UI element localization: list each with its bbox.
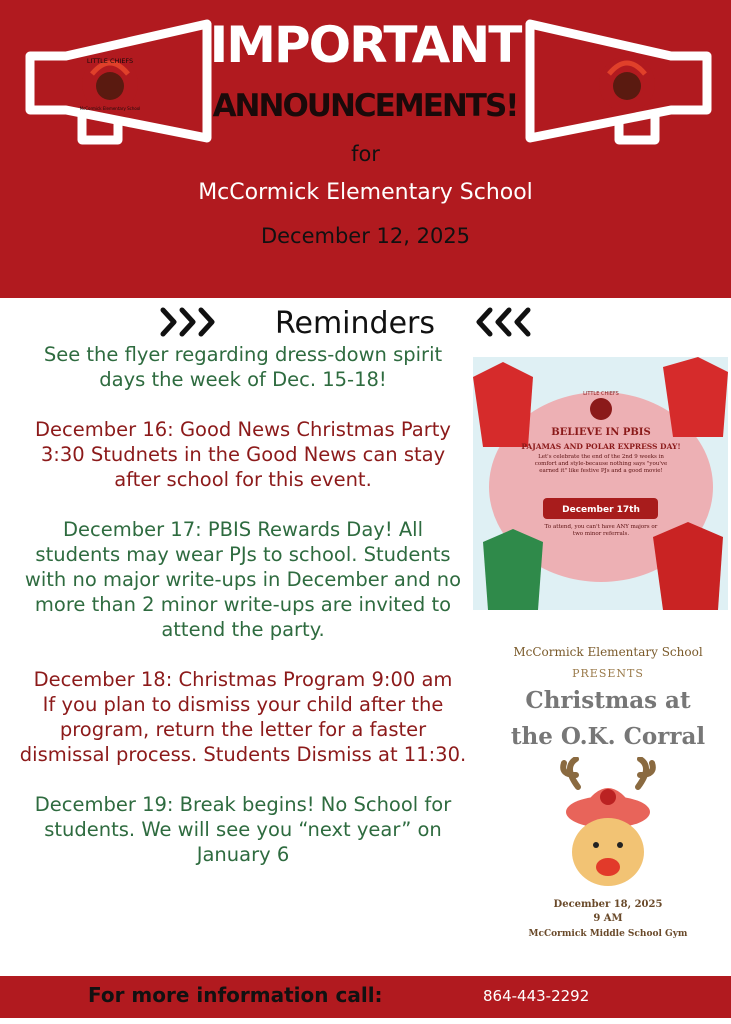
chevrons-left-icon bbox=[472, 304, 534, 340]
flyer-presents: PRESENTS bbox=[572, 667, 644, 680]
pajama-icon bbox=[653, 522, 723, 610]
pajama-icon bbox=[663, 357, 728, 437]
footer-banner bbox=[0, 976, 731, 1018]
reminders-title: Reminders bbox=[275, 306, 435, 341]
chevrons-right-icon bbox=[158, 304, 220, 340]
flyer-time: 9 AM bbox=[593, 913, 623, 924]
reminder-spirit-days: See the flyer regarding dress-down spirit days the week of Dec. 15-18! bbox=[43, 343, 443, 391]
svg-text:PAJAMAS AND POLAR EXPRESS DAY!: PAJAMAS AND POLAR EXPRESS DAY! bbox=[521, 442, 681, 451]
school-name: McCormick Elementary School bbox=[198, 180, 533, 205]
pbis-pajama-flyer: LITTLE CHIEFS BELIEVE IN PBIS PAJAMAS AND POLAR EXPRESS DAY! Let's celebrate the end of the 2nd 9 weeks in comfort and style-because nothing says "you've earned it" like festive PJs and a good movie! December 17th To attend, you can't have ANY majors or two minor referrals. bbox=[473, 357, 728, 610]
reminder-pbis-day: December 17: PBIS Rewards Day! All students may wear PJs to school. Students with no major write-ups in December and no more than 2 minor write-ups are invited to attend the party. bbox=[24, 518, 462, 641]
little-chiefs-logo bbox=[80, 56, 141, 112]
title-important: IMPORTANT bbox=[209, 16, 521, 74]
little-chiefs-logo-right bbox=[599, 56, 655, 112]
flyer-title-line2: the O.K. Corral bbox=[510, 723, 706, 750]
svg-text:BELIEVE IN PBIS: BELIEVE IN PBIS bbox=[551, 427, 651, 438]
svg-text:December 17th: December 17th bbox=[562, 505, 640, 515]
flyer-school-name: McCormick Elementary School bbox=[513, 645, 703, 659]
flyer-title-line1: Christmas at bbox=[525, 687, 691, 714]
pajama-icon bbox=[473, 362, 533, 447]
sweater-icon bbox=[483, 529, 543, 610]
reminder-christmas-program: December 18: Christmas Program 9:00 am bbox=[33, 668, 453, 691]
reminder-dismissal: If you plan to dismiss your child after the program, return the letter for a faster dismissal process. Students Dismiss at 11:30. bbox=[19, 693, 467, 766]
svg-text:McCormick Elementary School: McCormick Elementary School bbox=[79, 106, 141, 111]
footer-label: For more information call: bbox=[88, 983, 383, 1007]
reminder-good-news-party: December 16: Good News Christmas Party 3:30 Studnets in the Good News can stay after school for this event. bbox=[35, 418, 451, 491]
header-banner bbox=[0, 0, 731, 298]
title-announcements: ANNOUNCEMENTS! bbox=[212, 88, 518, 124]
announcement-date: December 12, 2025 bbox=[260, 224, 471, 248]
reminders-list bbox=[18, 342, 468, 892]
reindeer-cowboy-icon bbox=[558, 757, 658, 892]
svg-text:LITTLE CHIEFS: LITTLE CHIEFS bbox=[86, 57, 134, 65]
flyer-date: December 18, 2025 bbox=[553, 899, 663, 910]
flyer-venue: McCormick Middle School Gym bbox=[528, 929, 688, 939]
reminder-break: December 19: Break begins! No School for students. We will see you “next year” on January 6 bbox=[34, 793, 452, 866]
megaphone-icon-right bbox=[520, 18, 715, 148]
megaphone-icon bbox=[22, 18, 217, 148]
svg-text:LITTLE CHIEFS: LITTLE CHIEFS bbox=[583, 391, 619, 397]
footer-phone[interactable]: 864-443-2292 bbox=[483, 987, 590, 1005]
for-text: for bbox=[351, 142, 380, 166]
christmas-program-flyer bbox=[488, 635, 728, 950]
reminders-heading bbox=[0, 304, 731, 344]
little-chiefs-logo bbox=[590, 398, 612, 420]
